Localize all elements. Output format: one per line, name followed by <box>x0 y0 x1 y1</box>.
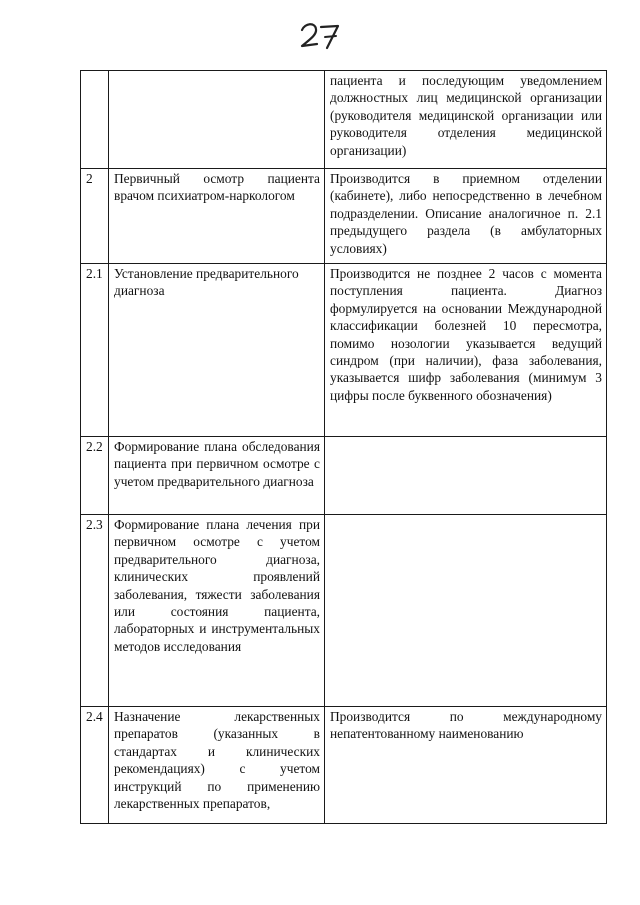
procedure-name: Формирование плана лечения при первичном осмотре с учетом предварительного диагноза, клинических проявлений заболевания, тяжести заболевания или состояния пациента, лабораторных и инструментальных методов исследования <box>109 515 325 707</box>
procedure-name: Установление предварительного диагноза <box>109 264 325 437</box>
procedure-description: Производится не позднее 2 часов с момента поступления пациента. Диагноз формулируется на основании Международной классификации болезней 10 пересмотра, помимо нозологии указывается ведущий синдром (при наличии), фаза заболевания, указывается шифр заболевания (минимум 3 цифры после буквенного обозначения) <box>325 264 607 437</box>
table-row <box>81 707 607 824</box>
procedure-name: Первичный осмотр пациента врачом психиатром-наркологом <box>109 169 325 264</box>
table-row <box>81 264 607 437</box>
table-row <box>81 437 607 515</box>
procedure-name: Назначение лекарственных препаратов (указанных в стандартах и клинических рекомендациях) с учетом инструкций по применению лекарственных препаратов, <box>109 707 325 824</box>
procedure-description: Производится в приемном отделении (кабинете), либо непосредственно в лечебном подразделении. Описание аналогичное п. 2.1 предыдущего раздела (в амбулаторных условиях) <box>325 169 607 264</box>
procedure-description <box>325 515 607 707</box>
procedure-name <box>109 71 325 169</box>
procedure-table <box>80 70 607 824</box>
row-number: 2.1 <box>81 264 109 437</box>
row-number: 2.3 <box>81 515 109 707</box>
procedure-description <box>325 437 607 515</box>
procedure-description: Производится по международному непатентованному наименованию <box>325 707 607 824</box>
handwritten-page-number <box>296 18 346 52</box>
procedure-name: Формирование плана обследования пациента при первичном осмотре с учетом предварительного диагноза <box>109 437 325 515</box>
row-number <box>81 71 109 169</box>
table-row <box>81 71 607 169</box>
table-row <box>81 169 607 264</box>
row-number: 2 <box>81 169 109 264</box>
row-number: 2.4 <box>81 707 109 824</box>
row-number: 2.2 <box>81 437 109 515</box>
table-row <box>81 515 607 707</box>
procedure-description: пациента и последующим уведомлением должностных лиц медицинской организации (руководителя медицинской организации или руководителя отделения медицинской организации) <box>325 71 607 169</box>
